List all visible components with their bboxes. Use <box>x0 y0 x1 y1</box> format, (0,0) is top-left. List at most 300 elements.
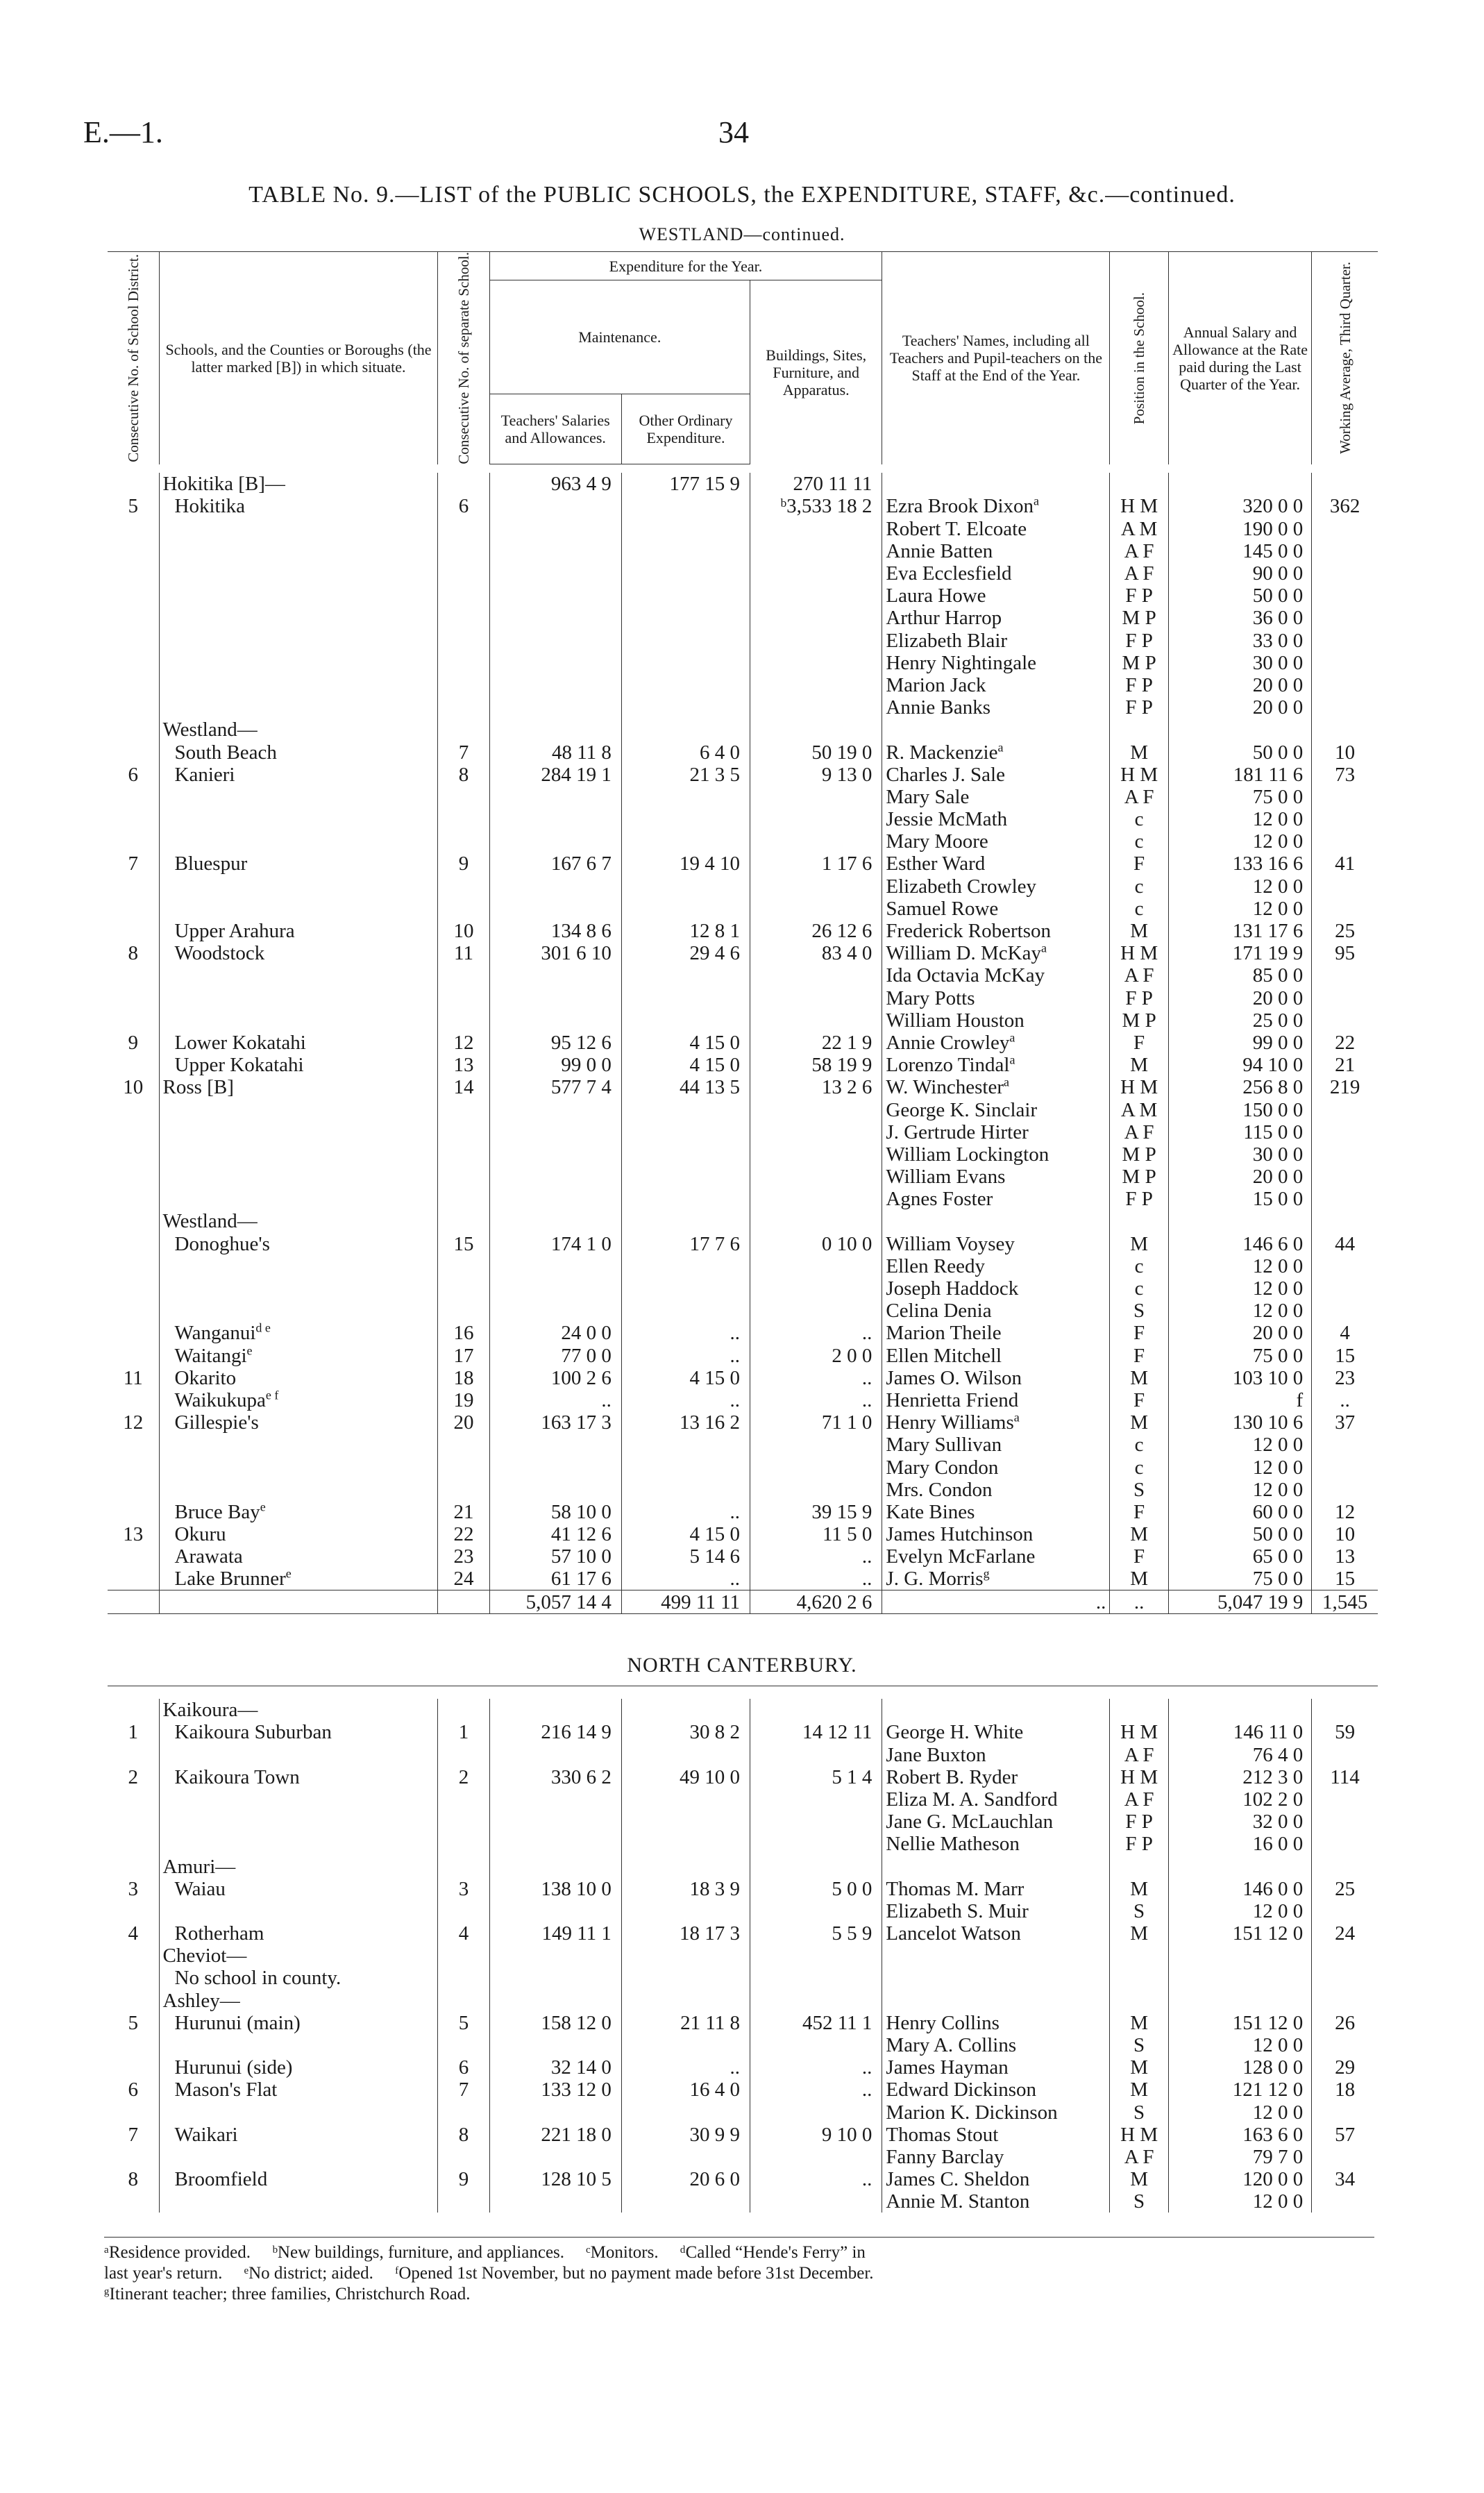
buildings-expenditure: .. <box>750 2079 882 2101</box>
teacher-position: c <box>1110 1255 1169 1277</box>
district-number <box>108 1501 159 1523</box>
buildings-expenditure: 39 15 9 <box>750 1501 882 1523</box>
teacher-name <box>882 1945 1110 1967</box>
teacher-name: Edward Dickinson <box>882 2079 1110 2101</box>
annual-salary: 20 0 0 <box>1168 1166 1311 1188</box>
teacher-position: M <box>1110 2056 1169 2079</box>
teacher-name: J. G. Morris$^g$ <box>882 1568 1110 1590</box>
teacher-name: Mrs. Condon <box>882 1479 1110 1501</box>
buildings-expenditure <box>750 1188 882 1210</box>
district-number <box>108 1811 159 1833</box>
school-name: Ross [B] <box>159 1076 438 1098</box>
teacher-name: Marion K. Dickinson <box>882 2101 1110 2123</box>
school-number <box>438 652 489 674</box>
other-expenditure: .. <box>621 1568 750 1590</box>
buildings-expenditure <box>750 719 882 741</box>
annual-salary: 75 0 0 <box>1168 1344 1311 1366</box>
school-number <box>438 2190 489 2213</box>
teachers-salaries: 138 10 0 <box>489 1878 621 1900</box>
school-name <box>159 696 438 719</box>
school-number: 20 <box>438 1411 489 1434</box>
table-row <box>108 495 1378 517</box>
teacher-position <box>1110 1967 1169 1989</box>
teacher-position: M <box>1110 2168 1169 2190</box>
buildings-expenditure: 9 13 0 <box>750 764 882 786</box>
other-expenditure <box>621 1434 750 1456</box>
other-expenditure: .. <box>621 1344 750 1366</box>
school-name: Lake Brunner$^e$ <box>159 1568 438 1590</box>
annual-salary: 12 0 0 <box>1168 898 1311 920</box>
teacher-name <box>882 473 1110 495</box>
other-expenditure <box>621 1479 750 1501</box>
other-expenditure <box>621 607 750 629</box>
teacher-name: Elizabeth Blair <box>882 629 1110 651</box>
teachers-salaries: 158 12 0 <box>489 2012 621 2034</box>
teacher-position: M <box>1110 1411 1169 1434</box>
school-name: Upper Arahura <box>159 920 438 942</box>
school-number: 16 <box>438 1322 489 1344</box>
other-expenditure <box>621 1699 750 1721</box>
teacher-position: M <box>1110 1054 1169 1076</box>
working-average: 4 <box>1340 1322 1350 1345</box>
teacher-name: Lorenzo Tindal$^a$ <box>882 1054 1110 1076</box>
table-row <box>108 764 1378 786</box>
annual-salary: 190 0 0 <box>1168 517 1311 539</box>
district-number <box>108 987 159 1009</box>
school-name <box>159 1811 438 1833</box>
school-number <box>438 1009 489 1032</box>
table-row <box>108 1389 1378 1411</box>
school-name <box>159 517 438 539</box>
other-expenditure <box>621 719 750 741</box>
school-number: 15 <box>438 1232 489 1254</box>
school-name <box>159 562 438 585</box>
annual-salary: 12 0 0 <box>1168 1300 1311 1322</box>
table-row <box>108 1300 1378 1322</box>
annual-salary: 30 0 0 <box>1168 1143 1311 1166</box>
teachers-salaries: 57 10 0 <box>489 1545 621 1568</box>
teachers-salaries: 48 11 8 <box>489 741 621 763</box>
district-number: 9 <box>108 1032 159 1054</box>
teacher-name: George K. Sinclair <box>882 1098 1110 1120</box>
annual-salary: 50 0 0 <box>1168 1523 1311 1545</box>
table-row <box>108 517 1378 539</box>
annual-salary: 163 6 0 <box>1168 2124 1311 2146</box>
working-average <box>1312 1833 1378 1855</box>
teacher-position: F P <box>1110 1833 1169 1855</box>
annual-salary <box>1168 1699 1311 1721</box>
buildings-expenditure: 0 10 0 <box>750 1232 882 1254</box>
buildings-expenditure <box>750 1989 882 2011</box>
teacher-name: Henry Collins <box>882 2012 1110 2034</box>
other-expenditure <box>621 1009 750 1032</box>
school-number: 3 <box>438 1878 489 1900</box>
school-name <box>159 786 438 808</box>
other-expenditure <box>621 1788 750 1811</box>
district-number <box>108 719 159 741</box>
other-expenditure: 49 10 0 <box>621 1766 750 1788</box>
working-average <box>1312 540 1378 562</box>
school-name <box>159 2146 438 2168</box>
district-number: 7 <box>108 853 159 875</box>
buildings-expenditure <box>750 585 882 607</box>
other-expenditure <box>621 1989 750 2011</box>
district-number <box>108 473 159 495</box>
teachers-salaries: 284 19 1 <box>489 764 621 786</box>
total-avg: 1,545 <box>1312 1590 1378 1613</box>
district-number <box>108 607 159 629</box>
teacher-name: Esther Ward <box>882 853 1110 875</box>
school-number <box>438 1989 489 2011</box>
school-number: 11 <box>438 942 489 964</box>
teacher-name: Mary Sullivan <box>882 1434 1110 1456</box>
teacher-position: F <box>1110 1032 1169 1054</box>
school-number <box>438 674 489 696</box>
teachers-salaries: 95 12 6 <box>489 1032 621 1054</box>
annual-salary: 151 12 0 <box>1168 1922 1311 1945</box>
teachers-salaries: 61 17 6 <box>489 1568 621 1590</box>
teachers-salaries <box>489 1210 621 1232</box>
buildings-expenditure <box>750 2034 882 2056</box>
teachers-salaries <box>489 719 621 741</box>
table-row <box>108 1210 1378 1232</box>
table-row <box>108 2012 1378 2034</box>
teacher-name: R. Mackenzie$^a$ <box>882 741 1110 763</box>
working-average: 37 <box>1335 1411 1356 1434</box>
working-average <box>1312 652 1378 674</box>
district-number <box>108 830 159 853</box>
district-number <box>108 1389 159 1411</box>
district-number: 12 <box>108 1411 159 1434</box>
teachers-salaries: 163 17 3 <box>489 1411 621 1434</box>
other-expenditure <box>621 1188 750 1210</box>
school-number <box>438 875 489 897</box>
other-expenditure <box>621 517 750 539</box>
other-expenditure <box>621 495 750 517</box>
district-number <box>108 1568 159 1590</box>
buildings-expenditure <box>750 964 882 987</box>
school-name: Hokitika <box>159 495 438 517</box>
teacher-name: Annie Batten <box>882 540 1110 562</box>
school-name <box>159 1188 438 1210</box>
teacher-name: Mary A. Collins <box>882 2034 1110 2056</box>
buildings-expenditure <box>750 808 882 830</box>
working-average: 24 <box>1335 1922 1356 1945</box>
total-annual: 5,047 19 9 <box>1168 1590 1311 1613</box>
table-row <box>108 1900 1378 1922</box>
table-row <box>108 786 1378 808</box>
annual-salary: 256 8 0 <box>1168 1076 1311 1098</box>
district-number <box>108 2056 159 2079</box>
school-number: 6 <box>438 495 489 517</box>
col-maintenance-header: Maintenance. <box>489 280 750 394</box>
school-number <box>438 1456 489 1478</box>
district-number <box>108 1210 159 1232</box>
working-average <box>1312 585 1378 607</box>
school-number: 13 <box>438 1054 489 1076</box>
annual-salary: 12 0 0 <box>1168 875 1311 897</box>
district-number <box>108 1277 159 1300</box>
teacher-name <box>882 1855 1110 1877</box>
other-expenditure: 5 14 6 <box>621 1545 750 1568</box>
teacher-position: A F <box>1110 786 1169 808</box>
working-average <box>1312 1143 1378 1166</box>
school-name <box>159 1300 438 1322</box>
school-number <box>438 1300 489 1322</box>
other-expenditure <box>621 1855 750 1877</box>
working-average <box>1312 2101 1378 2123</box>
other-expenditure: 21 3 5 <box>621 764 750 786</box>
teacher-name: Frederick Robertson <box>882 920 1110 942</box>
school-name <box>159 2034 438 2056</box>
teachers-salaries: 133 12 0 <box>489 2079 621 2101</box>
teacher-name: Elizabeth S. Muir <box>882 1900 1110 1922</box>
district-number <box>108 1945 159 1967</box>
other-expenditure: 4 15 0 <box>621 1367 750 1389</box>
table-row <box>108 1344 1378 1366</box>
school-name <box>159 1479 438 1501</box>
teachers-salaries <box>489 1900 621 1922</box>
teacher-name: Celina Denia <box>882 1300 1110 1322</box>
teacher-name: Henry Williams$^a$ <box>882 1411 1110 1434</box>
district-number <box>108 1232 159 1254</box>
teacher-name: Mary Moore <box>882 830 1110 853</box>
working-average <box>1312 1743 1378 1765</box>
annual-salary <box>1168 1989 1311 2011</box>
district-number <box>108 674 159 696</box>
school-name: Hurunui (side) <box>159 2056 438 2079</box>
teachers-salaries <box>489 808 621 830</box>
district-number <box>108 741 159 763</box>
school-name: Broomfield <box>159 2168 438 2190</box>
annual-salary: 20 0 0 <box>1168 674 1311 696</box>
school-name <box>159 652 438 674</box>
table-row <box>108 1322 1378 1344</box>
district-number <box>108 2034 159 2056</box>
district-number <box>108 808 159 830</box>
other-expenditure <box>621 1967 750 1989</box>
canterbury-body <box>108 1686 1378 2213</box>
teacher-position: M <box>1110 920 1169 942</box>
table-row <box>108 1098 1378 1120</box>
buildings-expenditure <box>750 1434 882 1456</box>
table-row <box>108 741 1378 763</box>
annual-salary: 12 0 0 <box>1168 2190 1311 2213</box>
annual-salary: 20 0 0 <box>1168 696 1311 719</box>
teacher-name <box>882 1210 1110 1232</box>
district-number <box>108 1545 159 1568</box>
table-row <box>108 898 1378 920</box>
table-row <box>108 1232 1378 1254</box>
annual-salary: 115 0 0 <box>1168 1121 1311 1143</box>
annual-salary: 146 6 0 <box>1168 1232 1311 1254</box>
working-average: 21 <box>1335 1054 1356 1077</box>
working-average <box>1312 1699 1378 1721</box>
working-average: 25 <box>1335 1877 1356 1900</box>
district-number <box>108 517 159 539</box>
teacher-position: c <box>1110 875 1169 897</box>
school-number: 2 <box>438 1766 489 1788</box>
district-number: 10 <box>108 1076 159 1098</box>
other-expenditure: 13 16 2 <box>621 1411 750 1434</box>
teacher-position: A F <box>1110 964 1169 987</box>
district-number <box>108 1121 159 1143</box>
school-number <box>438 2101 489 2123</box>
teacher-name: Annie Banks <box>882 696 1110 719</box>
teacher-position: M <box>1110 2012 1169 2034</box>
annual-salary: 12 0 0 <box>1168 1255 1311 1277</box>
teachers-salaries <box>489 1166 621 1188</box>
teacher-name: Henrietta Friend <box>882 1389 1110 1411</box>
school-number <box>438 1699 489 1721</box>
table-row <box>108 1989 1378 2011</box>
table-row <box>108 1788 1378 1811</box>
other-expenditure <box>621 652 750 674</box>
school-number <box>438 1277 489 1300</box>
teachers-salaries <box>489 1811 621 1833</box>
page-number: 34 <box>718 115 749 149</box>
other-expenditure <box>621 562 750 585</box>
table-row <box>108 1878 1378 1900</box>
teacher-name: Thomas M. Marr <box>882 1878 1110 1900</box>
buildings-expenditure: ᵇ3,533 18 2 <box>750 495 882 517</box>
teacher-position <box>1110 1699 1169 1721</box>
working-average <box>1312 1166 1378 1188</box>
annual-salary: 131 17 6 <box>1168 920 1311 942</box>
teachers-salaries: 221 18 0 <box>489 2124 621 2146</box>
teacher-name: Elizabeth Crowley <box>882 875 1110 897</box>
district-number <box>108 585 159 607</box>
teacher-name: Ida Octavia McKay <box>882 964 1110 987</box>
buildings-expenditure: .. <box>750 2168 882 2190</box>
district-number <box>108 1456 159 1478</box>
working-average <box>1312 1900 1378 1922</box>
teachers-salaries <box>489 1699 621 1721</box>
teacher-position <box>1110 1989 1169 2011</box>
annual-salary: 120 0 0 <box>1168 2168 1311 2190</box>
buildings-expenditure <box>750 1479 882 1501</box>
other-expenditure <box>621 898 750 920</box>
buildings-expenditure: .. <box>750 2056 882 2079</box>
school-name: Cheviot— <box>159 1945 438 1967</box>
teacher-position: F P <box>1110 696 1169 719</box>
teacher-name <box>882 719 1110 741</box>
other-expenditure <box>621 1210 750 1232</box>
teachers-salaries <box>489 1788 621 1811</box>
annual-salary: 20 0 0 <box>1168 1322 1311 1344</box>
school-name <box>159 987 438 1009</box>
buildings-expenditure <box>750 1788 882 1811</box>
other-expenditure: 20 6 0 <box>621 2168 750 2190</box>
table-row <box>108 1166 1378 1188</box>
table-row <box>108 562 1378 585</box>
school-name: Hurunui (main) <box>159 2012 438 2034</box>
teacher-name: Robert B. Ryder <box>882 1766 1110 1788</box>
school-number <box>438 696 489 719</box>
footnote-line: ᵍItinerant teacher; three families, Christchurch Road. <box>104 2285 471 2303</box>
teacher-position: S <box>1110 1479 1169 1501</box>
table-row <box>108 1456 1378 1478</box>
school-number <box>438 1788 489 1811</box>
other-expenditure <box>621 987 750 1009</box>
working-average: 29 <box>1335 2056 1356 2079</box>
buildings-expenditure: .. <box>750 1568 882 1590</box>
other-expenditure <box>621 1098 750 1120</box>
total-buildings: 4,620 2 6 <box>750 1590 882 1613</box>
school-name <box>159 2101 438 2123</box>
working-average: 57 <box>1335 2123 1356 2146</box>
district-number <box>108 1967 159 1989</box>
district-number: 6 <box>108 764 159 786</box>
table-row <box>108 2034 1378 2056</box>
teachers-salaries <box>489 517 621 539</box>
district-number <box>108 875 159 897</box>
working-average <box>1312 674 1378 696</box>
table-row <box>108 696 1378 719</box>
teacher-position: A F <box>1110 1743 1169 1765</box>
annual-salary <box>1168 1855 1311 1877</box>
other-expenditure <box>621 1945 750 1967</box>
other-expenditure: 30 9 9 <box>621 2124 750 2146</box>
table-row <box>108 2079 1378 2101</box>
teachers-salaries: 149 11 1 <box>489 1922 621 1945</box>
school-number: 4 <box>438 1922 489 1945</box>
teacher-name: Thomas Stout <box>882 2124 1110 2146</box>
district-number <box>108 1143 159 1166</box>
school-number <box>438 473 489 495</box>
working-average: 22 <box>1335 1031 1356 1054</box>
annual-salary: 90 0 0 <box>1168 562 1311 585</box>
teachers-salaries <box>489 1989 621 2011</box>
school-number <box>438 1743 489 1765</box>
teacher-position: A M <box>1110 517 1169 539</box>
teachers-salaries: 963 4 9 <box>489 473 621 495</box>
other-expenditure: 4 15 0 <box>621 1523 750 1545</box>
teacher-position: M <box>1110 1232 1169 1254</box>
buildings-expenditure <box>750 607 882 629</box>
other-expenditure <box>621 1811 750 1833</box>
teacher-position: A F <box>1110 562 1169 585</box>
teacher-position <box>1110 473 1169 495</box>
school-name: Amuri— <box>159 1855 438 1877</box>
district-number <box>108 786 159 808</box>
footnote-rule <box>104 2237 1374 2238</box>
school-name: Kanieri <box>159 764 438 786</box>
teachers-salaries <box>489 562 621 585</box>
school-name <box>159 875 438 897</box>
teachers-salaries: 100 2 6 <box>489 1367 621 1389</box>
school-name <box>159 1456 438 1478</box>
school-number: 18 <box>438 1367 489 1389</box>
teachers-salaries <box>489 607 621 629</box>
school-name: Wanganui$^{d e}$ <box>159 1322 438 1344</box>
working-average <box>1312 1300 1378 1322</box>
teachers-salaries <box>489 585 621 607</box>
teacher-position: M P <box>1110 1166 1169 1188</box>
working-average <box>1312 808 1378 830</box>
teachers-salaries: .. <box>489 1389 621 1411</box>
teacher-position: A F <box>1110 540 1169 562</box>
annual-salary: 12 0 0 <box>1168 1900 1311 1922</box>
teacher-position: F P <box>1110 585 1169 607</box>
buildings-expenditure <box>750 2101 882 2123</box>
school-name <box>159 540 438 562</box>
table-row <box>108 1054 1378 1076</box>
teachers-salaries <box>489 1456 621 1478</box>
other-expenditure: 12 8 1 <box>621 920 750 942</box>
other-expenditure <box>621 2101 750 2123</box>
teacher-name: Henry Nightingale <box>882 652 1110 674</box>
